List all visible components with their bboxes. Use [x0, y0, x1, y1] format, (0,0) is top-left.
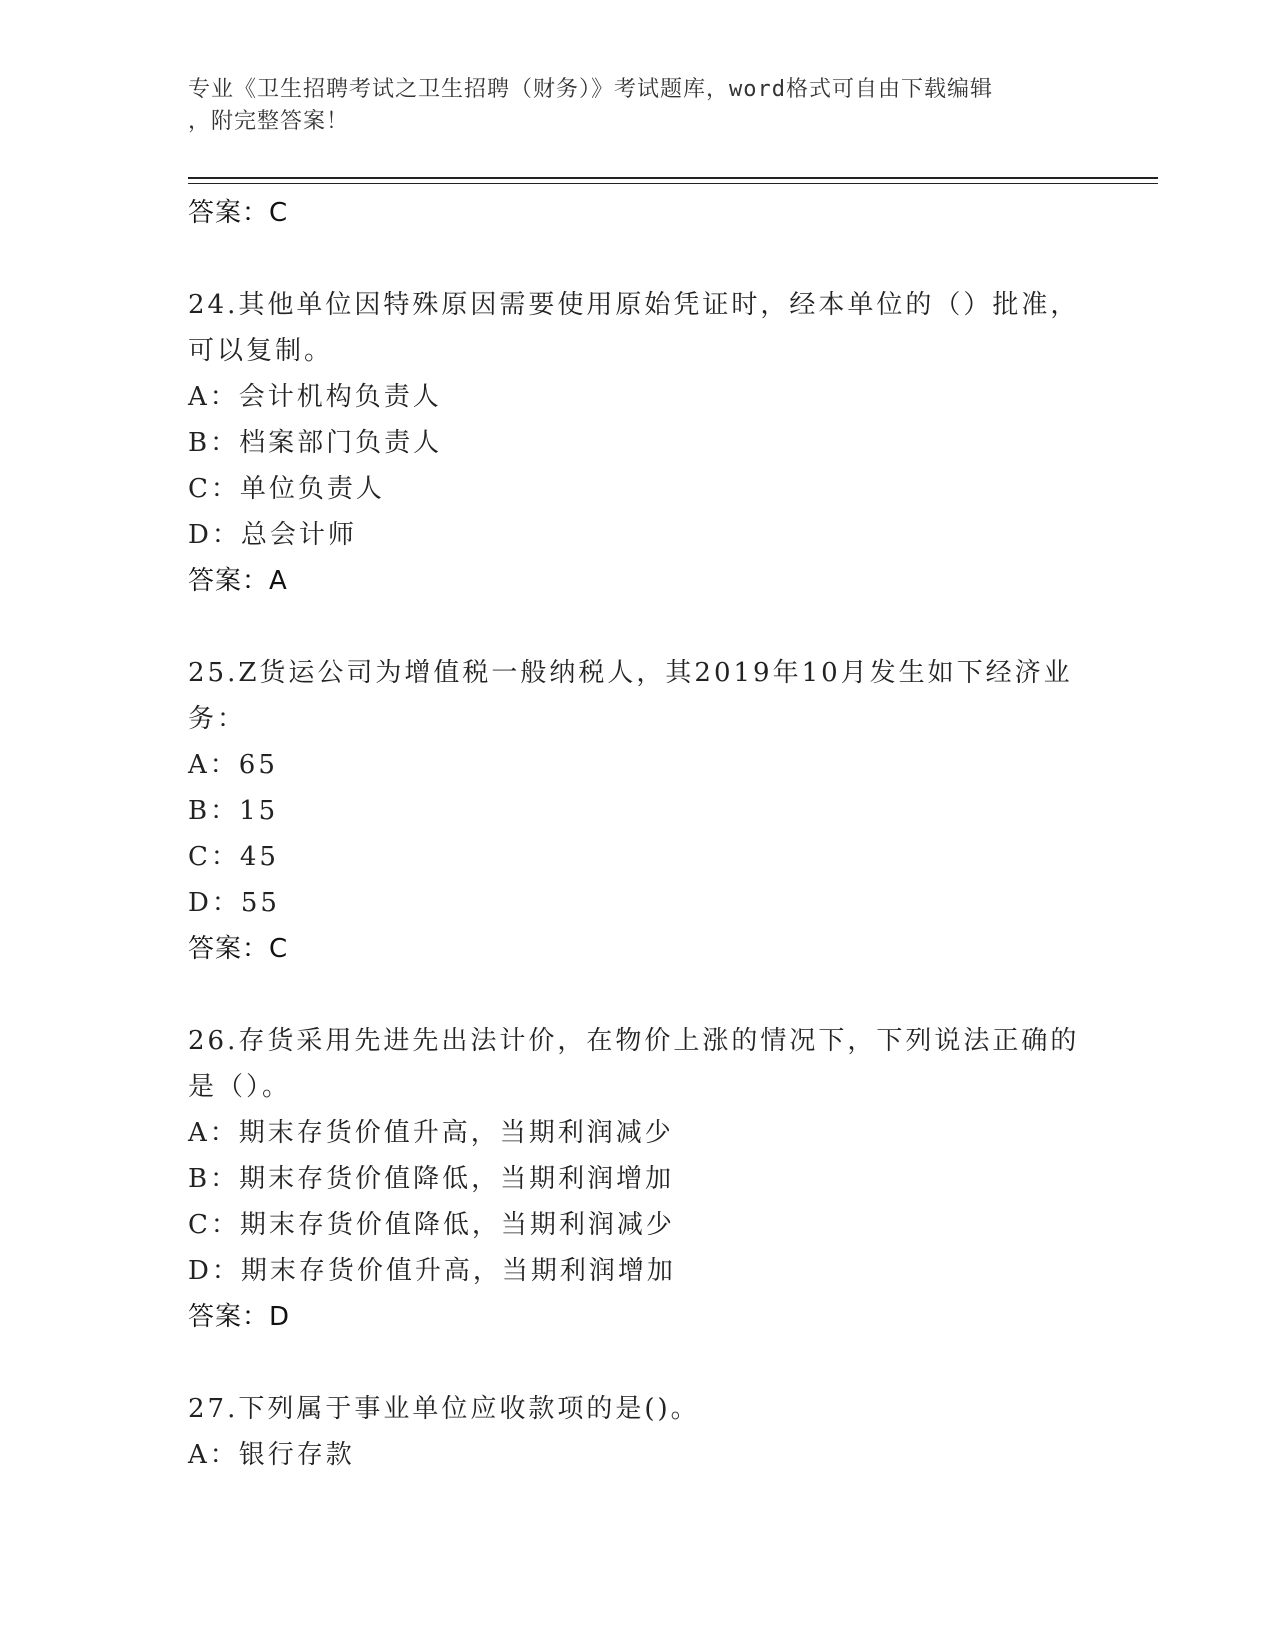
answer: 答案：A — [188, 566, 288, 596]
option-b: B：期末存货价值降低，当期利润增加 — [188, 1164, 675, 1194]
option-d: D：总会计师 — [188, 520, 357, 550]
answer: 答案：C — [188, 934, 289, 964]
option-d: D：55 — [188, 888, 280, 918]
question-title: 26.存货采用先进先出法计价，在物价上涨的情况下，下列说法正确的是（）。 — [188, 1026, 1080, 1102]
question-24 — [188, 282, 1088, 604]
option-a: A：期末存货价值升高，当期利润减少 — [188, 1118, 674, 1148]
option-d: D：期末存货价值升高，当期利润增加 — [188, 1256, 676, 1286]
header-rule-bottom — [188, 183, 1158, 184]
question-26 — [188, 1018, 1088, 1340]
question-title: 24.其他单位因特殊原因需要使用原始凭证时，经本单位的（）批准，可以复制。 — [188, 290, 1080, 366]
question-title: 27.下列属于事业单位应收款项的是()。 — [188, 1394, 700, 1424]
option-a: A：65 — [188, 750, 278, 780]
header-line-2: ，附完整答案！ — [188, 109, 350, 134]
question-title: 25.Z货运公司为增值税一般纳税人，其2019年10月发生如下经济业务： — [188, 658, 1073, 734]
document-header — [188, 74, 1068, 138]
option-c: C：45 — [188, 842, 279, 872]
question-list — [188, 190, 1088, 1478]
option-b: B：15 — [188, 796, 279, 826]
question-25 — [188, 650, 1088, 972]
answer-23: 答案：C — [188, 198, 289, 228]
option-a: A：会计机构负责人 — [188, 382, 442, 412]
option-b: B：档案部门负责人 — [188, 428, 443, 458]
option-c: C：期末存货价值降低，当期利润减少 — [188, 1210, 675, 1240]
header-rule-top — [188, 177, 1158, 179]
option-a: A：银行存款 — [188, 1440, 355, 1470]
option-c: C：单位负责人 — [188, 474, 385, 504]
header-line-1: 专业《卫生招聘考试之卫生招聘（财务）》考试题库，word格式可自由下载编辑 — [188, 77, 993, 102]
question-27 — [188, 1386, 1088, 1478]
answer: 答案：D — [188, 1302, 291, 1332]
